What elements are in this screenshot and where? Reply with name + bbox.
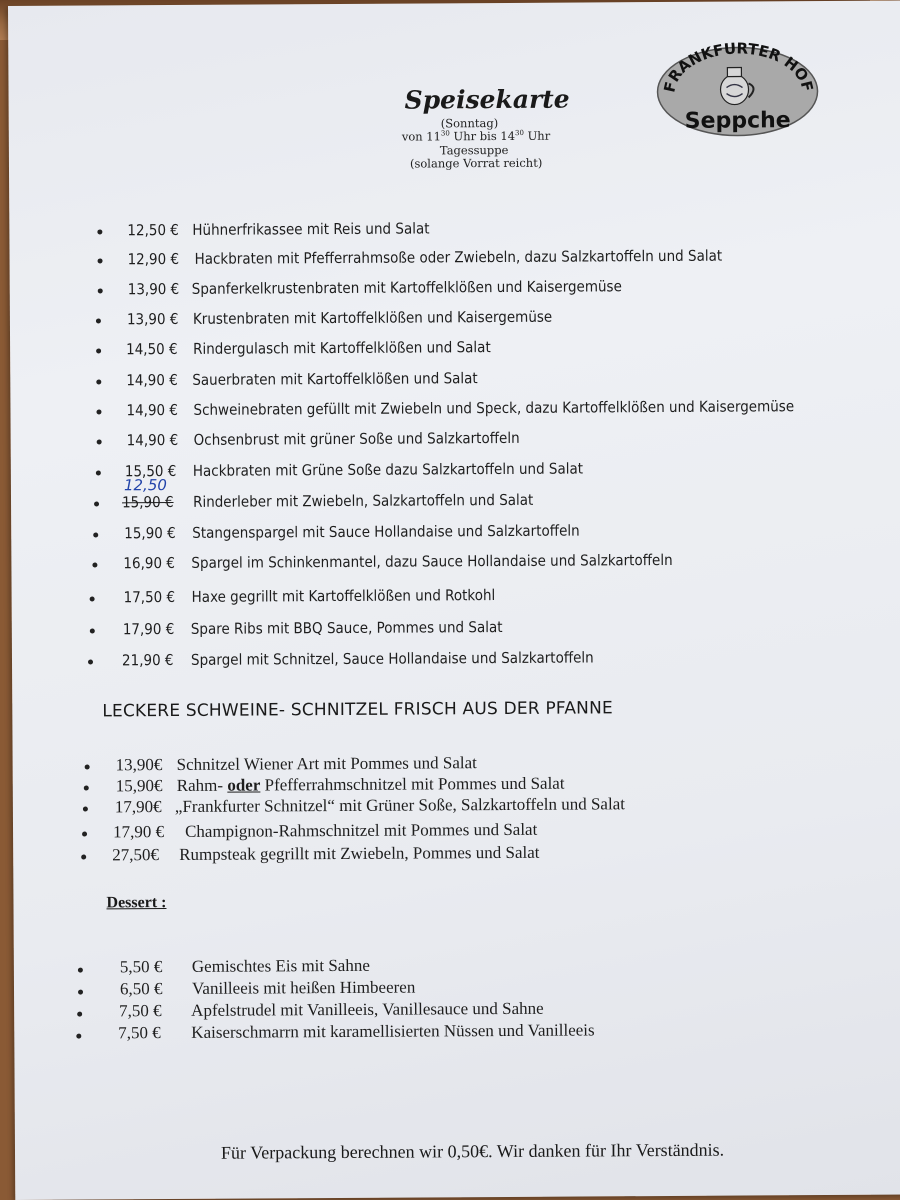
bullet [96, 348, 101, 353]
item-name: Spanferkelkrustenbraten mit Kartoffelklößen und Kaisergemüse [191, 277, 622, 298]
item-price: 13,90€ [115, 755, 163, 775]
bullet [82, 832, 87, 837]
menu-hours: von $11^{30}$ Uhr bis $14^{30}$ Uhr [401, 128, 551, 144]
bullet [78, 968, 83, 973]
bullet [92, 562, 97, 567]
bullet [94, 501, 99, 506]
item-price: 7,50 € [119, 1001, 162, 1021]
item-name: Haxe gegrillt mit Kartoffelklößen und Rotkohl [191, 586, 496, 606]
item-price: 15,90€ [115, 776, 163, 796]
logo-bottom-text: Seppche [684, 108, 791, 134]
handwritten-price: 12,50 [123, 476, 167, 495]
bullet [96, 470, 101, 475]
bullet [98, 258, 103, 263]
bullet [84, 786, 89, 791]
bullet [90, 628, 95, 633]
item-price: 7,50 € [118, 1023, 161, 1043]
item-name [177, 774, 565, 796]
item-name: Champignon-Rahmschnitzel mit Pommes und Salat [184, 819, 538, 841]
item-name: Gemischtes Eis mit Sahne [191, 955, 370, 976]
bullet [96, 409, 101, 414]
item-price: 27,50€ [112, 845, 159, 865]
menu-sheet [8, 1, 900, 1200]
bullet [97, 439, 102, 444]
item-price: 12,50 € [127, 220, 179, 240]
item-price: 12,90 € [127, 249, 180, 269]
item-name: Sauerbraten mit Kartoffelklößen und Salat [192, 369, 478, 389]
item-name: Rindergulasch mit Kartoffelklößen und Salat [193, 338, 491, 358]
item-name: Rinderleber mit Zwiebeln, Salzkartoffeln und Salat [192, 490, 534, 511]
item-price: 5,50 € [119, 957, 163, 977]
item-price: 15,90 € [121, 492, 174, 512]
bullet [97, 229, 102, 234]
schnitzel-heading: LECKERE SCHWEINE- SCHNITZEL FRISCH AUS DER PFANNE [102, 698, 613, 722]
item-price: 14,90 € [126, 370, 178, 390]
item-name: Vanilleeis mit heißen Himbeeren [191, 977, 416, 998]
item-price: 17,90 € [122, 619, 175, 639]
item-price: 6,50 € [119, 979, 163, 999]
bullet [96, 318, 101, 323]
item-name: Stangenspargel mit Sauce Hollandaise und Salzkartoffeln [192, 521, 580, 542]
bullet [88, 659, 93, 664]
bullet [81, 855, 86, 860]
item-price: 17,90 € [112, 822, 165, 842]
menu-soup-note: (solange Vorrat reicht) [409, 155, 543, 171]
item-price: 15,50 € [124, 461, 177, 481]
item-name: Kaiserschmarrn mit karamellisierten Nüssen und Vanilleeis [191, 1020, 595, 1042]
item-name: Krustenbraten mit Kartoffelklößen und Kaisergemüse [192, 307, 553, 328]
item-price: 21,90 € [121, 651, 174, 670]
item-price: 17,90€ [114, 797, 162, 817]
restaurant-logo [656, 41, 819, 138]
item-name-emphasis: oder [227, 775, 261, 795]
bullet [77, 1012, 82, 1017]
item-price: 15,90 € [124, 523, 176, 543]
bullet [93, 532, 98, 537]
bullet [96, 379, 101, 384]
item-name: Schnitzel Wiener Art mit Pommes und Salat [176, 753, 477, 774]
item-name: Apfelstrudel mit Vanilleeis, Vanillesauce und Sahne [191, 998, 544, 1020]
bullet [90, 596, 95, 601]
menu-soup: Tagessuppe [439, 142, 509, 158]
item-name: Spare Ribs mit BBQ Sauce, Pommes und Salat [190, 617, 503, 638]
item-price: 13,90 € [127, 279, 180, 299]
menu-title: Speisekarte [404, 84, 570, 115]
item-price: 13,90 € [126, 309, 179, 329]
bullet [98, 288, 103, 293]
item-name: Spargel mit Schnitzel, Sauce Hollandaise und Salzkartoffeln [190, 648, 594, 669]
bullet [76, 1034, 81, 1039]
item-name: Spargel im Schinkenmantel, dazu Sauce Hollandaise und Salzkartoffeln [191, 550, 673, 572]
bullet [78, 990, 83, 995]
item-name: Hühnerfrikassee mit Reis und Salat [192, 219, 430, 239]
item-name: Hackbraten mit Pfefferrahmsoße oder Zwiebeln, dazu Salzkartoffeln und Salat [194, 246, 723, 268]
packaging-note: Für Verpackung berechnen wir 0,50€. Wir danken für Ihr Verständnis. [220, 1139, 725, 1163]
menu-day: (Sonntag) [440, 116, 499, 131]
item-name: Hackbraten mit Grüne Soße dazu Salzkartoffeln und Salat [192, 459, 584, 480]
bullet [85, 765, 90, 770]
bullet [83, 807, 88, 812]
dessert-heading: Dessert : [106, 894, 167, 912]
item-price: 17,50 € [123, 587, 176, 607]
item-name: „Frankfurter Schnitzel“ mit Grüner Soße, Salzkartoffeln und Salat [174, 794, 626, 816]
item-price: 14,90 € [126, 430, 179, 450]
item-name-part: Pfefferrahmschnitzel mit Pommes und Salat [264, 773, 565, 795]
item-name: Schweinebraten gefüllt mit Zwiebeln und Speck, dazu Kartoffelklößen und Kaisergemüse [193, 397, 795, 419]
item-name: Rumpsteak gegrillt mit Zwiebeln, Pommes und Salat [179, 842, 540, 864]
item-price: 16,90 € [123, 553, 175, 573]
item-price: 14,50 € [126, 339, 178, 359]
item-name: Ochsenbrust mit grüner Soße und Salzkartoffeln [193, 428, 520, 449]
item-price: 14,90 € [126, 400, 179, 420]
item-name-part: Rahm- [176, 775, 224, 795]
logo-top-text: FRANKFURTER HOF [660, 41, 817, 95]
